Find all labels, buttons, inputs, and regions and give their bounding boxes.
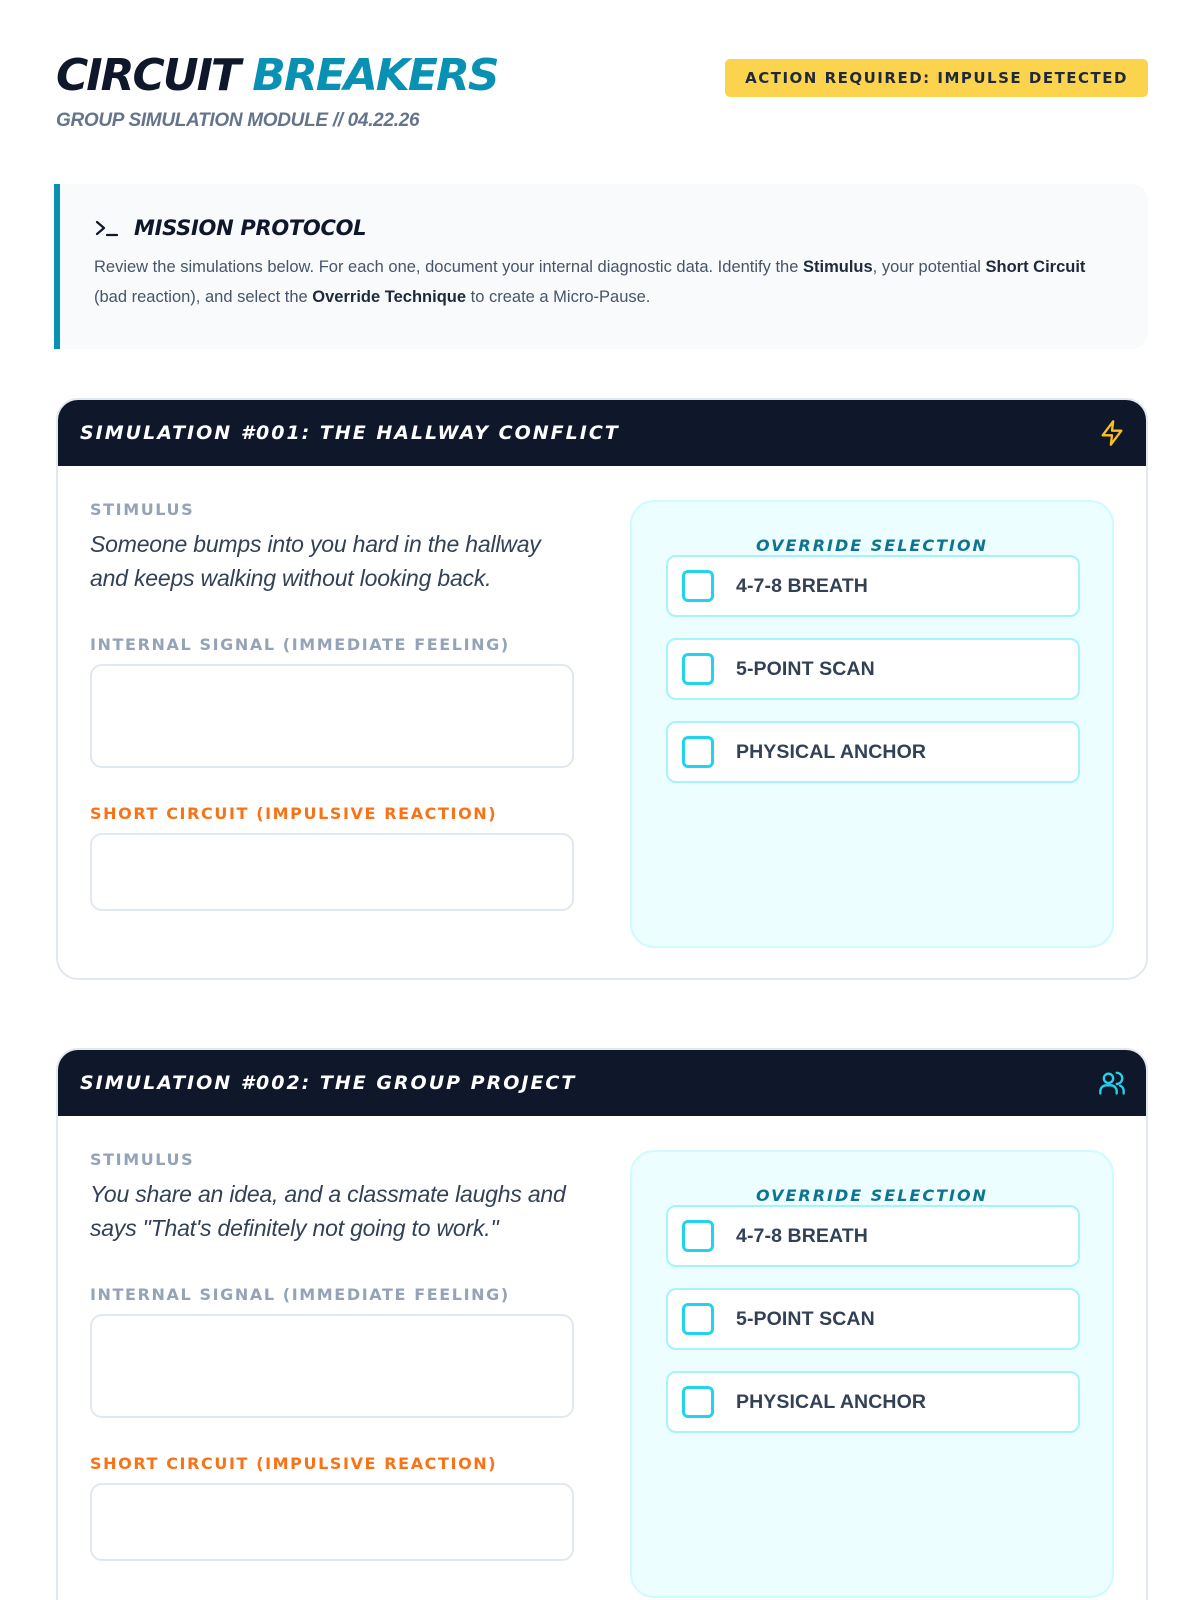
internal-signal-label: INTERNAL SIGNAL (IMMEDIATE FEELING) (90, 635, 510, 654)
page-header (56, 48, 1148, 148)
protocol-title: MISSION PROTOCOL (134, 216, 367, 240)
option-label: PHYSICAL ANCHOR (736, 1390, 927, 1413)
simulation-title: SIMULATION #001: THE HALLWAY CONFLICT (80, 422, 620, 444)
short-circuit-label: SHORT CIRCUIT (IMPULSIVE REACTION) (90, 804, 498, 823)
stimulus-text: Someone bumps into you hard in the hallway and keeps walking without looking back. (90, 531, 541, 591)
lightning-icon (1098, 419, 1126, 447)
diagnostic-column (90, 1150, 574, 1561)
keyword-short-circuit: Short Circuit (985, 258, 1086, 276)
mission-protocol-panel (54, 184, 1148, 349)
simulation-title: SIMULATION #002: THE GROUP PROJECT (80, 1072, 577, 1094)
option-4-7-8-breath[interactable] (666, 1205, 1080, 1267)
option-physical-anchor[interactable] (666, 1371, 1080, 1433)
option-physical-anchor[interactable] (666, 721, 1080, 783)
terminal-prompt-icon (94, 217, 120, 239)
keyword-override-technique: Override Technique (312, 288, 467, 306)
simulation-card-002 (56, 1048, 1148, 1600)
checkbox[interactable] (682, 653, 714, 685)
simulation-header (58, 400, 1146, 466)
internal-signal-field[interactable] (90, 1314, 574, 1418)
stimulus-label: STIMULUS (90, 500, 195, 519)
checkbox[interactable] (682, 1220, 714, 1252)
diagnostic-column (90, 500, 574, 911)
short-circuit-field[interactable] (90, 1483, 574, 1561)
page-subtitle: GROUP SIMULATION MODULE // 04.22.26 (56, 110, 420, 131)
internal-signal-field[interactable] (90, 664, 574, 768)
checkbox[interactable] (682, 1303, 714, 1335)
checkbox[interactable] (682, 570, 714, 602)
short-circuit-field[interactable] (90, 833, 574, 911)
keyword-stimulus: Stimulus (802, 258, 873, 276)
option-5-point-scan[interactable] (666, 638, 1080, 700)
checkbox[interactable] (682, 736, 714, 768)
title-part-circuit: CIRCUIT (56, 50, 239, 101)
title-part-breakers: BREAKERS (252, 50, 498, 101)
option-label: PHYSICAL ANCHOR (736, 740, 927, 763)
protocol-header (94, 216, 1108, 240)
override-selection-panel (630, 500, 1114, 948)
status-badge: ACTION REQUIRED: IMPULSE DETECTED (725, 59, 1148, 97)
option-5-point-scan[interactable] (666, 1288, 1080, 1350)
checkbox[interactable] (682, 1386, 714, 1418)
simulation-header (58, 1050, 1146, 1116)
option-label: 5-POINT SCAN (736, 657, 875, 680)
stimulus-text: You share an idea, and a classmate laughs and says "That's definitely not going to work." (90, 1181, 566, 1241)
short-circuit-label: SHORT CIRCUIT (IMPULSIVE REACTION) (90, 1454, 498, 1473)
users-icon (1098, 1069, 1126, 1097)
internal-signal-label: INTERNAL SIGNAL (IMMEDIATE FEELING) (90, 1285, 510, 1304)
simulation-card-001 (56, 398, 1148, 980)
option-label: 4-7-8 BREATH (736, 574, 868, 597)
option-4-7-8-breath[interactable] (666, 555, 1080, 617)
option-label: 5-POINT SCAN (736, 1307, 875, 1330)
protocol-instructions: Review the simulations below. For each one, document your internal diagnostic data. Identify the Stimulus, your potential Short Circuit (bad reaction), and select the Override Technique to create a Micro-Pause. (94, 258, 1086, 306)
stimulus-label: STIMULUS (90, 1150, 195, 1169)
override-selection-panel (630, 1150, 1114, 1598)
override-selection-title: OVERRIDE SELECTION (756, 1186, 988, 1205)
option-label: 4-7-8 BREATH (736, 1224, 868, 1247)
override-selection-title: OVERRIDE SELECTION (756, 536, 988, 555)
